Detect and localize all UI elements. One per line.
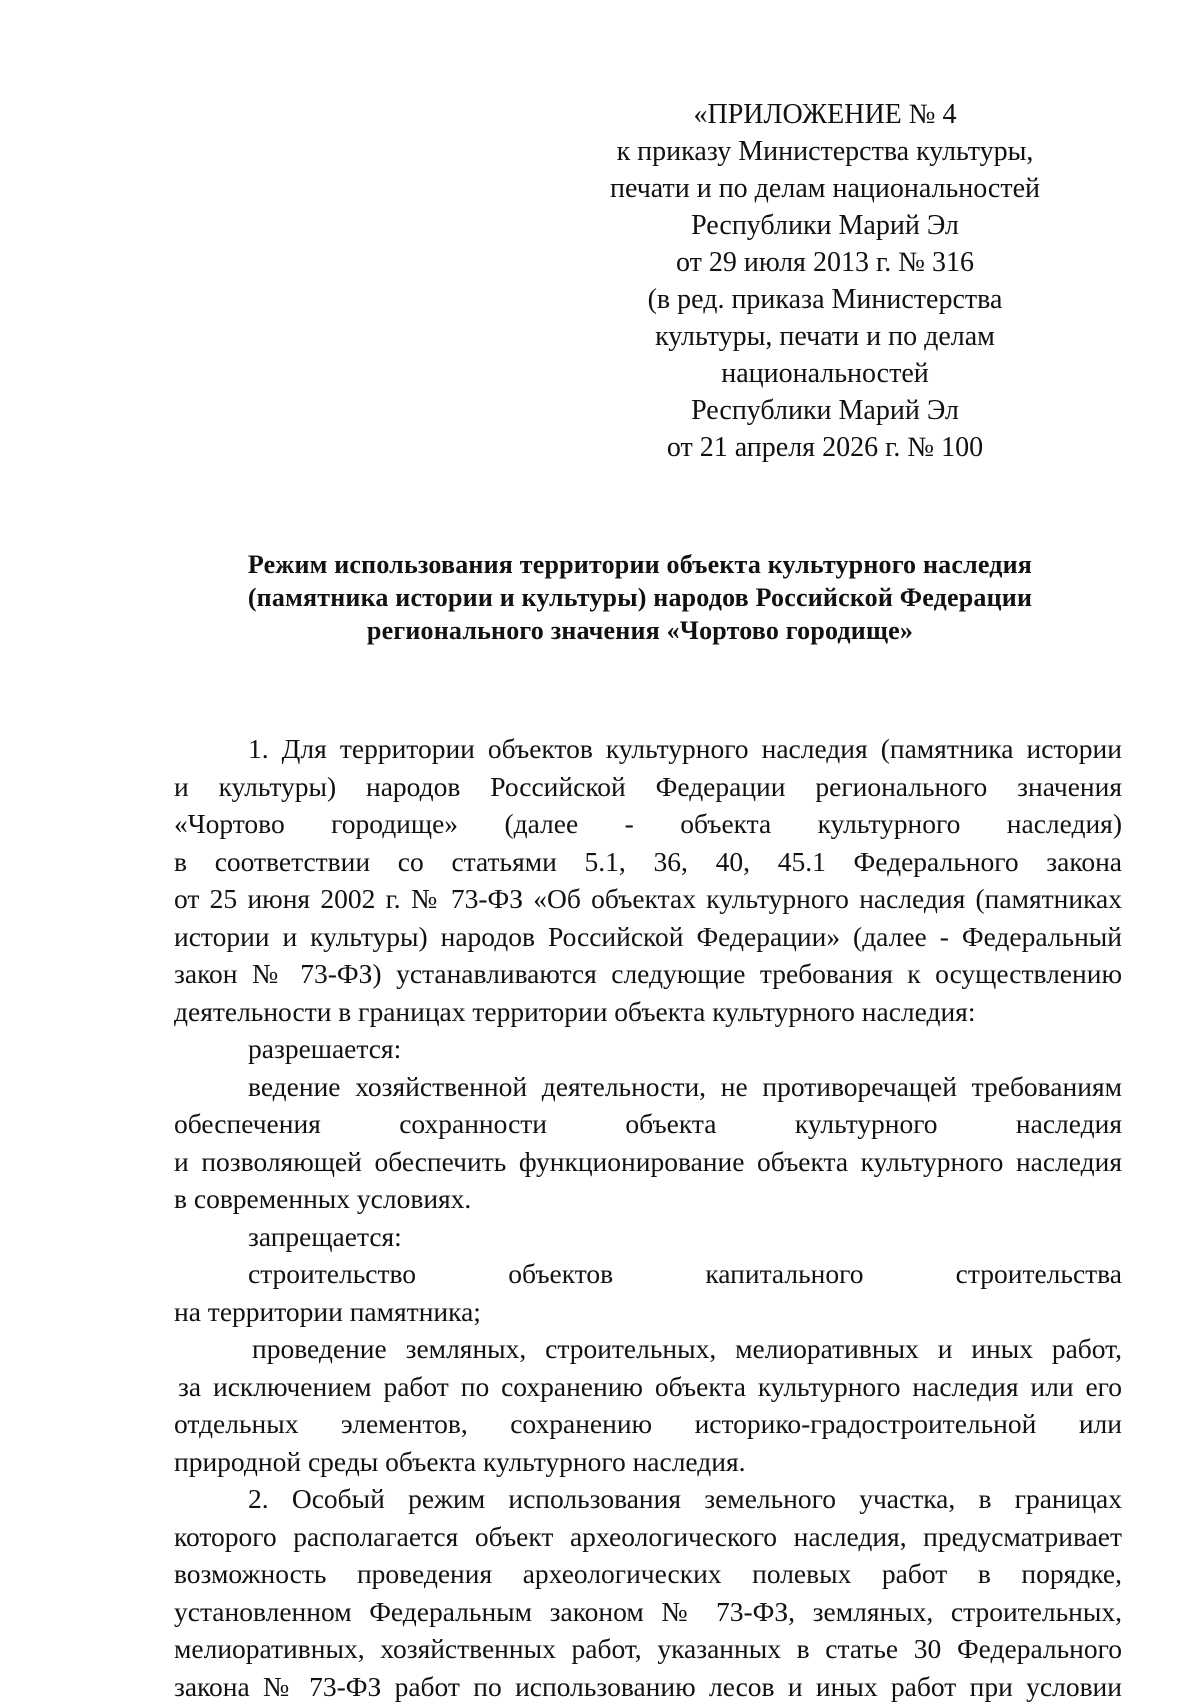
- title-line: регионального значения «Чортово городище»: [160, 614, 1120, 647]
- annex-line: Республики Марий Эл: [560, 392, 1090, 429]
- document-body: [174, 730, 1122, 1705]
- allowed-item-line: в современных условиях.: [174, 1180, 1122, 1218]
- annex-line: от 29 июля 2013 г. № 316: [560, 244, 1090, 281]
- title-line: Режим использования территории объекта культурного наследия: [160, 548, 1120, 581]
- paragraph-1-line: истории и культуры) народов Российской Федерации» (далее - Федеральный: [174, 918, 1122, 956]
- annex-line: печати и по делам национальностей: [560, 170, 1090, 207]
- forbidden-item-line: природной среды объекта культурного наследия.: [174, 1443, 1122, 1481]
- forbidden-item-line: за исключением работ по сохранению объекта культурного наследия или его: [174, 1368, 1122, 1406]
- paragraph-1-line: деятельности в границах территории объекта культурного наследия:: [174, 993, 1122, 1031]
- forbidden-item-line: отдельных элементов, сохранению историко-градостроительной или: [174, 1405, 1122, 1443]
- allowed-item-line: ведение хозяйственной деятельности, не противоречащей требованиям: [174, 1068, 1122, 1106]
- paragraph-2-line: закона № 73-ФЗ работ по использованию лесов и иных работ при условии: [174, 1668, 1122, 1705]
- paragraph-1-line: 1. Для территории объектов культурного наследия (памятника истории: [174, 730, 1122, 768]
- allowed-item-line: и позволяющей обеспечить функционирование объекта культурного наследия: [174, 1143, 1122, 1181]
- allowed-heading: разрешается:: [174, 1030, 1122, 1068]
- paragraph-2-line: возможность проведения археологических полевых работ в порядке,: [174, 1555, 1122, 1593]
- paragraph-2-line: которого располагается объект археологического наследия, предусматривает: [174, 1518, 1122, 1556]
- paragraph-1-line: закон № 73-ФЗ) устанавливаются следующие требования к осуществлению: [174, 955, 1122, 993]
- annex-line: от 21 апреля 2026 г. № 100: [560, 429, 1090, 466]
- paragraph-2-line: 2. Особый режим использования земельного участка, в границах: [174, 1480, 1122, 1518]
- forbidden-item-line: строительство объектов капитального строительства: [174, 1255, 1122, 1293]
- allowed-item-line: обеспечения сохранности объекта культурного наследия: [174, 1105, 1122, 1143]
- forbidden-item-line: проведение земляных, строительных, мелиоративных и иных работ,: [174, 1330, 1122, 1368]
- paragraph-2-line: мелиоративных, хозяйственных работ, указанных в статье 30 Федерального: [174, 1630, 1122, 1668]
- forbidden-item-line: на территории памятника;: [174, 1293, 1122, 1331]
- paragraph-1-line: и культуры) народов Российской Федерации регионального значения: [174, 768, 1122, 806]
- title-line: (памятника истории и культуры) народов Российской Федерации: [160, 581, 1120, 614]
- forbidden-heading: запрещается:: [174, 1218, 1122, 1256]
- paragraph-2-line: установленном Федеральным законом № 73-ФЗ, земляных, строительных,: [174, 1593, 1122, 1631]
- annex-line: культуры, печати и по делам: [560, 318, 1090, 355]
- annex-line: национальностей: [560, 355, 1090, 392]
- paragraph-1-line: от 25 июня 2002 г. № 73-ФЗ «Об объектах культурного наследия (памятниках: [174, 880, 1122, 918]
- paragraph-1-line: в соответствии со статьями 5.1, 36, 40, 45.1 Федерального закона: [174, 843, 1122, 881]
- document-title: [160, 548, 1120, 647]
- annex-line: Республики Марий Эл: [560, 207, 1090, 244]
- paragraph-1-line: «Чортово городище» (далее - объекта культурного наследия): [174, 805, 1122, 843]
- annex-header: [560, 96, 1090, 466]
- annex-title: «ПРИЛОЖЕНИЕ № 4: [560, 96, 1090, 133]
- annex-line: (в ред. приказа Министерства: [560, 281, 1090, 318]
- annex-line: к приказу Министерства культуры,: [560, 133, 1090, 170]
